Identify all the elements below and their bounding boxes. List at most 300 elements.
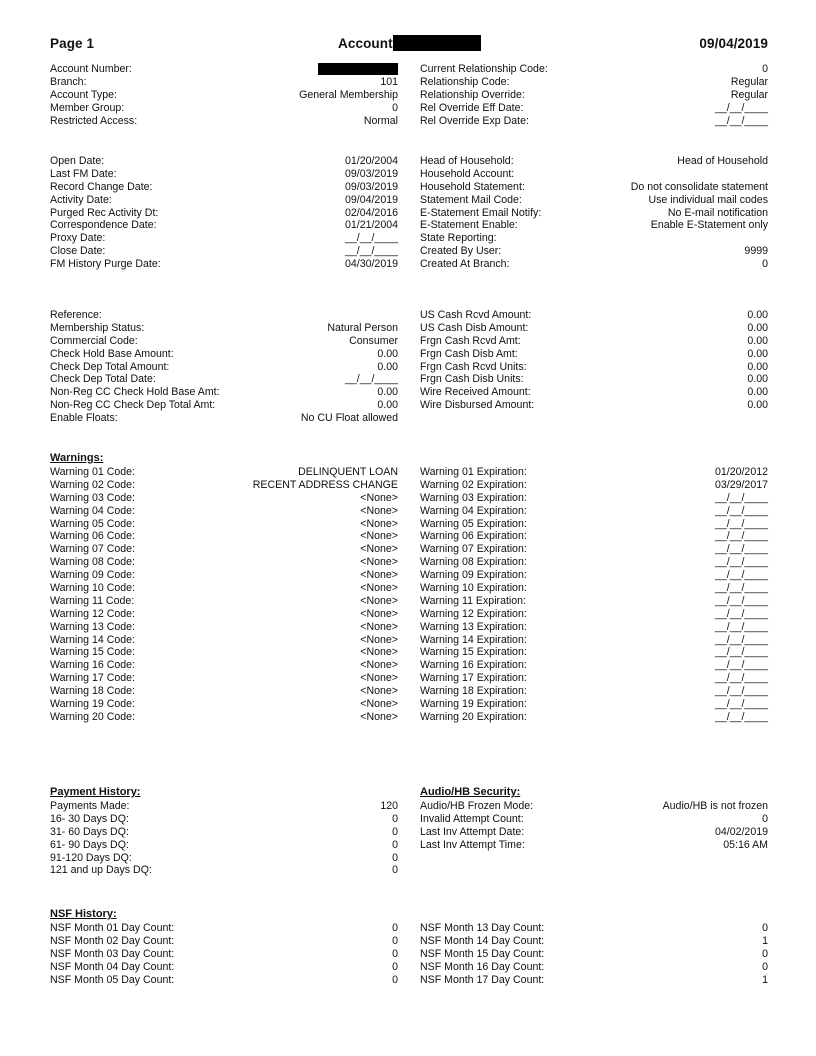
field-value: No CU Float allowed bbox=[300, 412, 398, 425]
block1-left-section bbox=[50, 63, 398, 127]
field-value: 0 bbox=[392, 101, 398, 114]
field-label: Rel Override Exp Date: bbox=[420, 114, 529, 127]
field-value: 9999 bbox=[744, 245, 768, 258]
field-label: Rel Override Eff Date: bbox=[420, 101, 524, 114]
field-label: Purged Rec Activity Dt: bbox=[50, 206, 159, 219]
warning-codes-row bbox=[50, 646, 398, 659]
field-label: E-Statement Email Notify: bbox=[420, 206, 542, 219]
field-label: Frgn Cash Rcvd Amt: bbox=[420, 334, 521, 347]
field-value: <None> bbox=[360, 698, 398, 711]
field-value: 09/03/2019 bbox=[344, 167, 398, 180]
field-label: Created At Branch: bbox=[420, 258, 510, 271]
field-label: Warning 19 Expiration: bbox=[420, 698, 527, 711]
field-value: __/__/____ bbox=[344, 232, 398, 245]
field-label: Warning 09 Expiration: bbox=[420, 569, 527, 582]
block3-right-row bbox=[420, 335, 768, 348]
field-label: Warning 11 Expiration: bbox=[420, 594, 526, 607]
field-value: __/__/____ bbox=[714, 114, 768, 127]
warning-codes-row bbox=[50, 698, 398, 711]
block3-right-row bbox=[420, 361, 768, 374]
warning-codes-row bbox=[50, 634, 398, 647]
field-label: Warning 06 Code: bbox=[50, 530, 135, 543]
block2-left-row bbox=[50, 207, 398, 220]
block2-right-row bbox=[420, 258, 768, 271]
warning-expirations-row bbox=[420, 479, 768, 492]
field-label: Statement Mail Code: bbox=[420, 193, 522, 206]
field-label: Warning 02 Code: bbox=[50, 478, 135, 491]
field-value: __/__/____ bbox=[714, 685, 768, 698]
block2-right-row bbox=[420, 194, 768, 207]
redacted-value bbox=[318, 63, 398, 75]
field-value: __/__/____ bbox=[714, 491, 768, 504]
block2-left-row bbox=[50, 181, 398, 194]
field-value: 0 bbox=[392, 947, 398, 960]
field-label: Warning 16 Expiration: bbox=[420, 659, 527, 672]
audio-security-row bbox=[420, 839, 768, 852]
field-label: Head of Household: bbox=[420, 155, 514, 167]
field-value: 04/30/2019 bbox=[344, 258, 398, 271]
field-label: 31- 60 Days DQ: bbox=[50, 825, 129, 838]
field-label: Wire Disbursed Amount: bbox=[420, 399, 535, 412]
field-value: <None> bbox=[360, 607, 398, 620]
field-value: 0 bbox=[392, 934, 398, 947]
warning-expirations-row bbox=[420, 556, 768, 569]
field-label: Current Relationship Code: bbox=[420, 63, 548, 75]
field-value: <None> bbox=[360, 633, 398, 646]
warning-expirations-row bbox=[420, 569, 768, 582]
block3-left-row bbox=[50, 386, 398, 399]
nsf-right-row bbox=[420, 935, 768, 948]
document-title bbox=[338, 36, 481, 51]
field-value: 0.00 bbox=[377, 360, 398, 373]
page-number: Page 1 bbox=[50, 36, 95, 51]
field-value: 0 bbox=[762, 812, 768, 825]
field-value: 0.00 bbox=[747, 321, 768, 334]
field-value: __/__/____ bbox=[714, 646, 768, 659]
field-value: 01/21/2004 bbox=[344, 219, 398, 232]
block2-right-section bbox=[420, 155, 768, 271]
field-label: Warning 12 Code: bbox=[50, 607, 135, 620]
block2-left-row bbox=[50, 245, 398, 258]
warning-codes-section bbox=[50, 466, 398, 724]
field-value: 09/04/2019 bbox=[344, 193, 398, 206]
field-value: Natural Person bbox=[327, 321, 398, 334]
block2-right-row bbox=[420, 207, 768, 220]
field-value: __/__/____ bbox=[714, 543, 768, 556]
field-value: <None> bbox=[360, 710, 398, 723]
field-value: 05:16 AM bbox=[723, 838, 768, 851]
field-value: __/__/____ bbox=[714, 582, 768, 595]
field-label: Record Change Date: bbox=[50, 180, 153, 193]
block2-left-row bbox=[50, 155, 398, 168]
field-label: Close Date: bbox=[50, 245, 106, 258]
payment-history-row bbox=[50, 813, 398, 826]
block3-left-row bbox=[50, 322, 398, 335]
warning-codes-row bbox=[50, 608, 398, 621]
field-value: __/__/____ bbox=[714, 569, 768, 582]
field-value: 0.00 bbox=[747, 334, 768, 347]
field-value: 0 bbox=[762, 258, 768, 271]
nsf-right-row bbox=[420, 948, 768, 961]
block2-left-row bbox=[50, 168, 398, 181]
field-label: Proxy Date: bbox=[50, 232, 106, 245]
field-label: State Reporting: bbox=[420, 232, 497, 245]
field-label: NSF Month 01 Day Count: bbox=[50, 922, 175, 934]
block3-left-row bbox=[50, 335, 398, 348]
field-value: Enable E-Statement only bbox=[650, 219, 768, 232]
field-value: 0.00 bbox=[747, 399, 768, 412]
nsf-left-row bbox=[50, 948, 398, 961]
field-value: 02/04/2016 bbox=[344, 206, 398, 219]
block3-left-row bbox=[50, 373, 398, 386]
field-value: 101 bbox=[380, 75, 398, 88]
field-label: Invalid Attempt Count: bbox=[420, 812, 524, 825]
field-value: 01/20/2012 bbox=[714, 466, 768, 478]
field-label: NSF Month 03 Day Count: bbox=[50, 947, 175, 960]
field-value: 0 bbox=[762, 960, 768, 973]
warning-codes-row bbox=[50, 543, 398, 556]
field-value: 0.00 bbox=[747, 373, 768, 386]
warning-codes-row bbox=[50, 492, 398, 505]
warning-codes-row bbox=[50, 466, 398, 479]
block1-left-row bbox=[50, 102, 398, 115]
field-label: Warning 20 Code: bbox=[50, 710, 135, 723]
audio-security-section bbox=[420, 800, 768, 852]
payment-history-row bbox=[50, 852, 398, 865]
field-label: Check Dep Total Amount: bbox=[50, 360, 170, 373]
warning-expirations-row bbox=[420, 530, 768, 543]
field-value: 0 bbox=[762, 922, 768, 934]
block3-right-row bbox=[420, 399, 768, 412]
block1-left-row bbox=[50, 115, 398, 128]
field-label: Warning 07 Code: bbox=[50, 543, 135, 556]
field-label: 61- 90 Days DQ: bbox=[50, 838, 129, 851]
field-value: <None> bbox=[360, 569, 398, 582]
field-value: Normal bbox=[363, 114, 398, 127]
report-date: 09/04/2019 bbox=[699, 36, 768, 51]
field-label: Warning 08 Code: bbox=[50, 556, 135, 569]
block3-right-row bbox=[420, 386, 768, 399]
field-value: <None> bbox=[360, 659, 398, 672]
block2-right-row bbox=[420, 245, 768, 258]
field-value: 0 bbox=[762, 63, 768, 75]
field-label: Frgn Cash Rcvd Units: bbox=[420, 360, 527, 373]
field-value: <None> bbox=[360, 517, 398, 530]
warning-codes-row bbox=[50, 659, 398, 672]
field-value: <None> bbox=[360, 620, 398, 633]
field-label: US Cash Disb Amount: bbox=[420, 321, 529, 334]
field-label: Activity Date: bbox=[50, 193, 112, 206]
field-value: __/__/____ bbox=[714, 556, 768, 569]
field-label: 121 and up Days DQ: bbox=[50, 864, 152, 877]
field-value: 0 bbox=[762, 947, 768, 960]
nsf-left-row bbox=[50, 961, 398, 974]
field-label: Warning 13 Expiration: bbox=[420, 620, 527, 633]
field-value: __/__/____ bbox=[714, 710, 768, 723]
field-label: Branch: bbox=[50, 75, 87, 88]
warning-expirations-row bbox=[420, 505, 768, 518]
field-label: 91-120 Days DQ: bbox=[50, 851, 132, 864]
field-value: Regular bbox=[730, 88, 768, 101]
block2-left-row bbox=[50, 258, 398, 271]
field-label: NSF Month 16 Day Count: bbox=[420, 960, 545, 973]
block2-left-section bbox=[50, 155, 398, 271]
warning-codes-row bbox=[50, 621, 398, 634]
block3-right-section bbox=[420, 309, 768, 412]
nsf-left-section bbox=[50, 922, 398, 986]
field-label: Audio/HB Frozen Mode: bbox=[420, 800, 534, 812]
field-value: __/__/____ bbox=[714, 620, 768, 633]
block2-left-row bbox=[50, 194, 398, 207]
field-value: __/__/____ bbox=[714, 659, 768, 672]
field-value: No E-mail notification bbox=[667, 206, 768, 219]
field-label: Account Type: bbox=[50, 88, 117, 101]
field-value: 0.00 bbox=[377, 399, 398, 412]
field-value: <None> bbox=[360, 672, 398, 685]
audio-security-row bbox=[420, 813, 768, 826]
field-label: NSF Month 15 Day Count: bbox=[420, 947, 545, 960]
block3-left-row bbox=[50, 348, 398, 361]
block1-left-row bbox=[50, 76, 398, 89]
block2-right-row bbox=[420, 232, 768, 245]
field-value: <None> bbox=[360, 491, 398, 504]
field-label: US Cash Rcvd Amount: bbox=[420, 309, 532, 321]
field-value: 03/29/2017 bbox=[714, 478, 768, 491]
field-label: Member Group: bbox=[50, 101, 125, 114]
field-value: __/__/____ bbox=[344, 245, 398, 258]
block2-right-row bbox=[420, 155, 768, 168]
field-value: 120 bbox=[380, 800, 398, 812]
field-label: Warning 16 Code: bbox=[50, 659, 135, 672]
field-value: 01/20/2004 bbox=[344, 155, 398, 167]
warning-codes-row bbox=[50, 556, 398, 569]
warning-expirations-section bbox=[420, 466, 768, 724]
field-label: Restricted Access: bbox=[50, 114, 138, 127]
warning-expirations-row bbox=[420, 621, 768, 634]
field-value: 1 bbox=[762, 934, 768, 947]
field-value: __/__/____ bbox=[714, 504, 768, 517]
nsf-left-row bbox=[50, 922, 398, 935]
field-value: 0 bbox=[392, 838, 398, 851]
warning-expirations-row bbox=[420, 492, 768, 505]
field-label: Warning 18 Expiration: bbox=[420, 685, 527, 698]
field-label: Warning 13 Code: bbox=[50, 620, 135, 633]
field-value: <None> bbox=[360, 646, 398, 659]
warning-codes-row bbox=[50, 505, 398, 518]
field-label: Frgn Cash Disb Units: bbox=[420, 373, 524, 386]
nsf-right-row bbox=[420, 974, 768, 987]
field-value: 0 bbox=[392, 812, 398, 825]
field-value: __/__/____ bbox=[344, 373, 398, 386]
block1-right-row bbox=[420, 63, 768, 76]
field-label: FM History Purge Date: bbox=[50, 258, 161, 271]
field-label: NSF Month 05 Day Count: bbox=[50, 973, 175, 986]
field-label: Warning 08 Expiration: bbox=[420, 556, 527, 569]
field-label: Warning 04 Code: bbox=[50, 504, 135, 517]
warning-expirations-row bbox=[420, 711, 768, 724]
field-label: Non-Reg CC Check Dep Total Amt: bbox=[50, 399, 216, 412]
field-value: 0 bbox=[392, 851, 398, 864]
field-value: DELINQUENT LOAN bbox=[298, 466, 398, 478]
field-value: General Membership bbox=[299, 88, 398, 101]
field-value: 0 bbox=[392, 864, 398, 877]
field-label: Warning 07 Expiration: bbox=[420, 543, 527, 556]
field-label: Warning 12 Expiration: bbox=[420, 607, 527, 620]
field-label: Account Number: bbox=[50, 63, 132, 75]
warning-expirations-row bbox=[420, 543, 768, 556]
field-label: 16- 30 Days DQ: bbox=[50, 812, 129, 825]
warning-codes-row bbox=[50, 711, 398, 724]
field-label: Warning 20 Expiration: bbox=[420, 710, 527, 723]
block2-right-row bbox=[420, 181, 768, 194]
nsf-right-row bbox=[420, 922, 768, 935]
field-value: 04/02/2019 bbox=[714, 825, 768, 838]
field-value: __/__/____ bbox=[714, 633, 768, 646]
warning-codes-row bbox=[50, 530, 398, 543]
field-value: <None> bbox=[360, 543, 398, 556]
field-value: 0 bbox=[392, 960, 398, 973]
warning-expirations-row bbox=[420, 634, 768, 647]
block1-right-row bbox=[420, 102, 768, 115]
payment-history-row bbox=[50, 800, 398, 813]
warning-codes-row bbox=[50, 685, 398, 698]
field-value: <None> bbox=[360, 582, 398, 595]
warning-expirations-row bbox=[420, 595, 768, 608]
warning-codes-row bbox=[50, 672, 398, 685]
warning-expirations-row bbox=[420, 518, 768, 531]
field-label: Warning 06 Expiration: bbox=[420, 530, 527, 543]
field-label: NSF Month 17 Day Count: bbox=[420, 973, 545, 986]
field-label: Warning 05 Code: bbox=[50, 517, 135, 530]
field-value: 09/03/2019 bbox=[344, 180, 398, 193]
field-value: 0 bbox=[392, 825, 398, 838]
field-value: Audio/HB is not frozen bbox=[662, 800, 768, 812]
field-label: Last Inv Attempt Time: bbox=[420, 838, 525, 851]
field-label: Warning 04 Expiration: bbox=[420, 504, 527, 517]
payment-history-section bbox=[50, 800, 398, 877]
field-value: Use individual mail codes bbox=[648, 193, 768, 206]
field-value: <None> bbox=[360, 504, 398, 517]
field-value: <None> bbox=[360, 556, 398, 569]
warning-expirations-row bbox=[420, 582, 768, 595]
field-value: 0.00 bbox=[747, 309, 768, 321]
field-label: Household Account: bbox=[420, 167, 515, 180]
field-label: Check Dep Total Date: bbox=[50, 373, 156, 386]
block1-left-row bbox=[50, 89, 398, 102]
field-label: Warning 10 Expiration: bbox=[420, 582, 527, 595]
field-value: 0 bbox=[392, 973, 398, 986]
field-label: Warning 15 Expiration: bbox=[420, 646, 527, 659]
field-value: 0.00 bbox=[747, 386, 768, 399]
audio-security-heading: Audio/HB Security: bbox=[420, 786, 521, 798]
block3-left-row bbox=[50, 412, 398, 425]
field-label: Household Statement: bbox=[420, 180, 525, 193]
field-label: Frgn Cash Disb Amt: bbox=[420, 347, 518, 360]
field-label: Warning 15 Code: bbox=[50, 646, 135, 659]
field-value: <None> bbox=[360, 594, 398, 607]
field-label: Reference: bbox=[50, 309, 102, 321]
warning-expirations-row bbox=[420, 685, 768, 698]
block1-right-row bbox=[420, 115, 768, 128]
field-value: __/__/____ bbox=[714, 517, 768, 530]
field-value: __/__/____ bbox=[714, 530, 768, 543]
field-label: Warning 19 Code: bbox=[50, 698, 135, 711]
field-value: __/__/____ bbox=[714, 594, 768, 607]
warning-codes-row bbox=[50, 479, 398, 492]
field-label: Warning 14 Code: bbox=[50, 633, 135, 646]
field-value: __/__/____ bbox=[714, 698, 768, 711]
block3-left-row bbox=[50, 361, 398, 374]
field-value: Consumer bbox=[349, 334, 398, 347]
field-value: __/__/____ bbox=[714, 607, 768, 620]
block3-right-row bbox=[420, 309, 768, 322]
field-label: E-Statement Enable: bbox=[420, 219, 518, 232]
field-value: 1 bbox=[762, 973, 768, 986]
warning-codes-row bbox=[50, 582, 398, 595]
redaction-bar bbox=[393, 35, 481, 51]
block3-right-row bbox=[420, 348, 768, 361]
nsf-right-row bbox=[420, 961, 768, 974]
nsf-right-section bbox=[420, 922, 768, 986]
block1-right-row bbox=[420, 76, 768, 89]
field-label: Warning 01 Code: bbox=[50, 466, 135, 478]
field-label: Warning 17 Code: bbox=[50, 672, 135, 685]
field-value: 0.00 bbox=[747, 360, 768, 373]
field-label: Correspondence Date: bbox=[50, 219, 157, 232]
field-label: NSF Month 04 Day Count: bbox=[50, 960, 175, 973]
field-label: Warning 09 Code: bbox=[50, 569, 135, 582]
warning-expirations-row bbox=[420, 659, 768, 672]
field-label: Commercial Code: bbox=[50, 334, 138, 347]
payment-history-row bbox=[50, 826, 398, 839]
payment-history-row bbox=[50, 839, 398, 852]
field-label: Last FM Date: bbox=[50, 167, 117, 180]
warning-expirations-row bbox=[420, 698, 768, 711]
block2-left-row bbox=[50, 232, 398, 245]
field-label: NSF Month 02 Day Count: bbox=[50, 934, 175, 947]
block3-right-row bbox=[420, 373, 768, 386]
warning-expirations-row bbox=[420, 672, 768, 685]
block3-left-row bbox=[50, 309, 398, 322]
document-title-text: Account bbox=[338, 36, 393, 51]
block2-left-row bbox=[50, 219, 398, 232]
field-label: Payments Made: bbox=[50, 800, 130, 812]
warning-expirations-row bbox=[420, 466, 768, 479]
field-value: 0.00 bbox=[377, 347, 398, 360]
nsf-history-heading: NSF History: bbox=[50, 908, 117, 920]
field-label: Warning 03 Expiration: bbox=[420, 491, 527, 504]
field-value: 0.00 bbox=[377, 386, 398, 399]
field-value: Do not consolidate statement bbox=[630, 180, 768, 193]
field-label: Warning 02 Expiration: bbox=[420, 478, 527, 491]
block3-left-section bbox=[50, 309, 398, 425]
field-value: Regular bbox=[730, 75, 768, 88]
field-label: Last Inv Attempt Date: bbox=[420, 825, 525, 838]
nsf-left-row bbox=[50, 935, 398, 948]
field-label: Created By User: bbox=[420, 245, 502, 258]
field-label: Warning 18 Code: bbox=[50, 685, 135, 698]
payment-history-heading: Payment History: bbox=[50, 786, 141, 798]
field-label: Enable Floats: bbox=[50, 412, 118, 425]
field-value: 0.00 bbox=[747, 347, 768, 360]
field-label: Membership Status: bbox=[50, 321, 145, 334]
audio-security-row bbox=[420, 826, 768, 839]
warning-expirations-row bbox=[420, 608, 768, 621]
warning-codes-row bbox=[50, 569, 398, 582]
field-value: 0 bbox=[392, 922, 398, 934]
field-value: Head of Household bbox=[677, 155, 768, 167]
field-label: Warning 03 Code: bbox=[50, 491, 135, 504]
